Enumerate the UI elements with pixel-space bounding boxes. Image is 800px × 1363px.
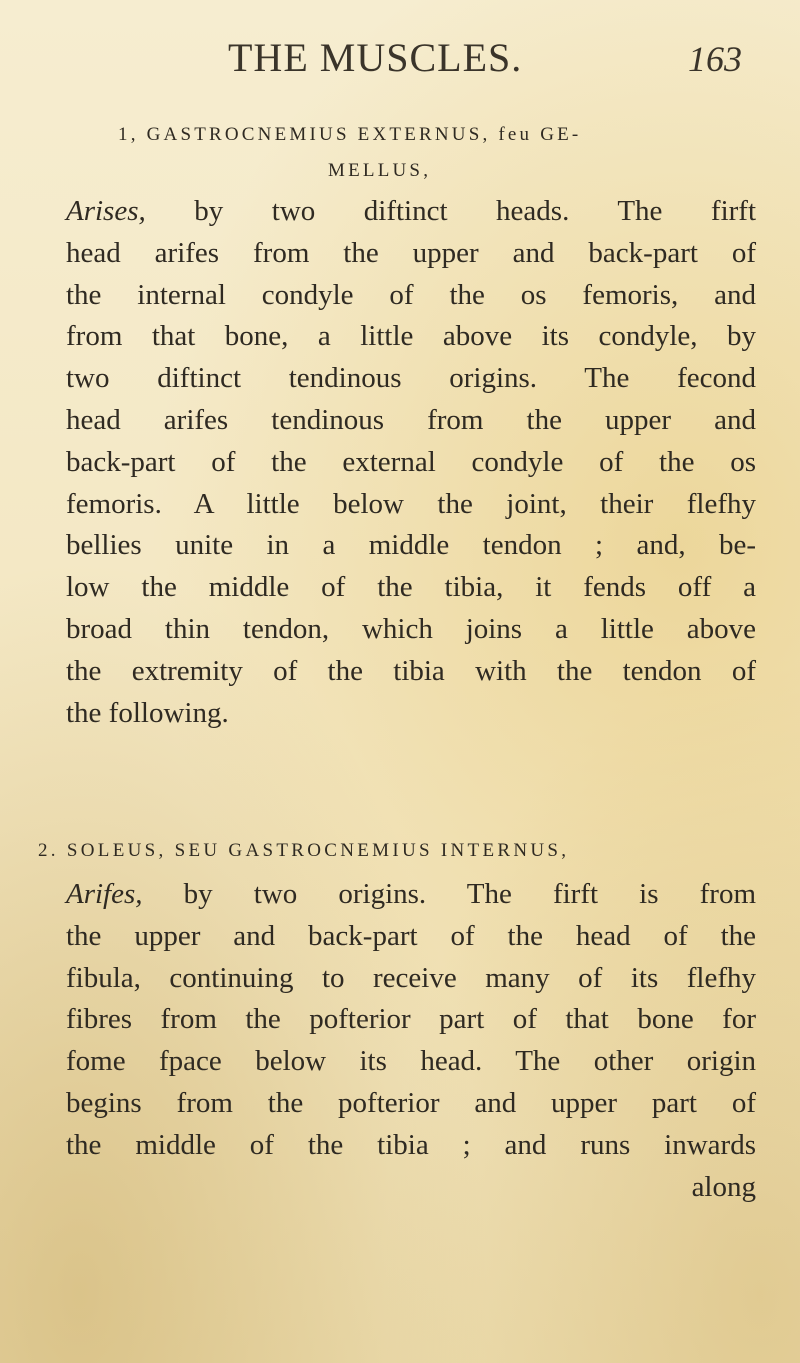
paragraph-line: fibula, continuing to receive many of its flefhy [66, 961, 756, 994]
paragraph-line: bellies unite in a middle tendon ; and, be- [66, 529, 756, 562]
paragraph-line: the extremity of the tibia with the tendon of [66, 654, 756, 687]
section-1-lead-word: Arises, [66, 195, 146, 227]
paragraph-line: begins from the pofterior and upper part of [66, 1086, 756, 1119]
paragraph-line: fome fpace below its head. The other origin [66, 1045, 756, 1078]
paragraph-line: femoris. A little below the joint, their flefhy [66, 487, 756, 520]
section-1-heading-continued: MELLUS, [328, 160, 432, 181]
catchword: along [691, 1170, 756, 1203]
paragraph-line: fibres from the pofterior part of that bone for [66, 1003, 756, 1036]
paragraph-line: two diftinct tendinous origins. The fecond [66, 362, 756, 395]
section-2-paragraph [66, 874, 756, 1208]
page-number: 163 [688, 39, 742, 79]
running-head [0, 34, 800, 84]
paragraph-line: head arifes tendinous from the upper and [66, 403, 756, 436]
paragraph-line-text: by two diftinct heads. The firft [145, 195, 756, 227]
paragraph-line [66, 191, 756, 233]
section-2-heading: 2. SOLEUS, SEU GASTROCNEMIUS INTERNUS, [38, 840, 570, 861]
paragraph-line: low the middle of the tibia, it fends off a [66, 571, 756, 604]
running-head-title: THE MUSCLES. [228, 35, 523, 80]
paragraph-line [66, 874, 756, 916]
paragraph-line: broad thin tendon, which joins a little above [66, 612, 756, 645]
paragraph-line: back-part of the external condyle of the os [66, 445, 756, 478]
section-1-heading: 1, GASTROCNEMIUS EXTERNUS, feu GE- [118, 124, 582, 145]
paragraph-line: the following. [66, 696, 229, 729]
paragraph-line: the upper and back-part of the head of the [66, 919, 756, 952]
paragraph-line: the internal condyle of the os femoris, and [66, 278, 756, 311]
section-2-lead-word: Arifes, [66, 878, 143, 910]
paragraph-line: from that bone, a little above its condyle, by [66, 320, 756, 353]
paragraph-line: head arifes from the upper and back-part of [66, 236, 756, 269]
paragraph-line: the middle of the tibia ; and runs inwards [66, 1128, 756, 1161]
paragraph-line-text: by two origins. The firft is from [142, 878, 756, 910]
section-1-paragraph [66, 191, 756, 734]
